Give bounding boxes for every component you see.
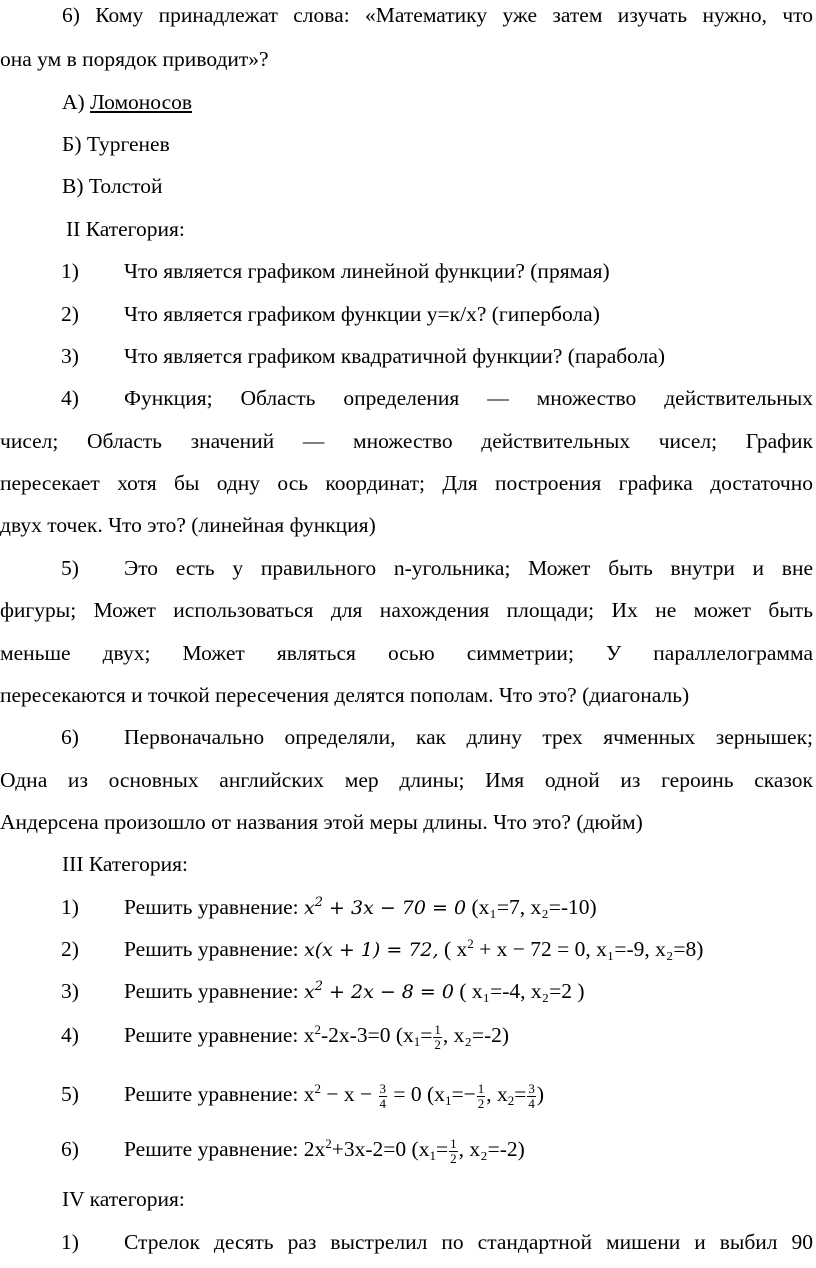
cat2-item-3-text: Что является графиком квадратичной функции? (парабола) bbox=[124, 344, 666, 368]
cat2-heading: II Категория: bbox=[66, 217, 185, 241]
cat3-heading: III Категория: bbox=[62, 852, 188, 876]
cat3-item-2-num: 2) bbox=[61, 937, 79, 961]
cat3-item-2-label: Решить уравнение: bbox=[124, 937, 299, 961]
cat3-item-1-equation: $x^2 + 3x - 70 = 0$ bbox=[304, 895, 467, 919]
cat3-item-3-equation: $x^2 + 2x - 8 = 0$ bbox=[304, 979, 454, 1003]
cat2-item-6-line-2: Одна из основных английских мер длины; Имя одной из героинь сказок bbox=[0, 768, 813, 792]
cat3-item-5-num: 5) bbox=[61, 1082, 79, 1106]
cat3-item-6-equation: $2x^2+3x-2=0$ ($x_1=$ $\frac{1}{2}$ , bbox=[303, 1135, 464, 1166]
cat3-item-4-num: 4) bbox=[61, 1023, 79, 1047]
cat2-item-1-text: Что является графиком линейной функции? (прямая) bbox=[124, 259, 610, 283]
cat2-item-5-line-1: Это есть у правильного n-угольника; Может быть внутри и вне bbox=[124, 556, 813, 580]
cat4-item-1-text: Стрелок десять раз выстрелил по стандартной мишени и выбил 90 bbox=[124, 1230, 813, 1254]
cat2-item-5-line-3: меньше двух; Может являться осью симметрии; У параллелограмма bbox=[0, 641, 813, 665]
cat3-item-6 bbox=[124, 1136, 525, 1166]
q6-option-a bbox=[62, 89, 192, 115]
cat3-item-5-equation: $x^2 - x$ − $\frac{3}{4}$ = 0 ($x_1=-$ $\frac{1}{2}$ , $x_2=$ $\frac{3}{4}$ ) bbox=[303, 1080, 545, 1111]
cat3-item-2 bbox=[124, 936, 703, 963]
cat3-item-5-label: Решите уравнение: bbox=[124, 1082, 299, 1106]
cat3-item-2-rewrite: ( $x^2 + x - 72 = 0$, bbox=[443, 936, 591, 961]
cat2-item-4-line-3: пересекает хотя бы одну ось координат; Для построения графика достаточно bbox=[0, 471, 813, 495]
q6-line-1: 6) Кому принадлежат слова: «Математику уже затем изучать нужно, что bbox=[62, 3, 813, 27]
cat2-item-2-num: 2) bbox=[61, 302, 79, 326]
cat3-item-3-num: 3) bbox=[61, 979, 79, 1003]
cat3-item-1-answer: (x₁=7, x₂=-10) bbox=[471, 895, 597, 919]
cat3-item-1-num: 1) bbox=[61, 895, 79, 919]
q6-option-v: В) Толстой bbox=[62, 174, 163, 198]
cat3-item-3-answer: ( x₁=-4, x₂=2 ) bbox=[459, 979, 585, 1003]
cat3-item-3 bbox=[124, 978, 585, 1005]
q6-option-a-answer: Ломоносов bbox=[90, 90, 193, 114]
cat3-item-4-equation: $x^2-2x-3=0$ ($x_1=$ $\frac{1}{2}$ , bbox=[303, 1021, 449, 1052]
cat3-item-2-answer: x₁=-9, x₂=8) bbox=[596, 937, 704, 961]
cat2-item-4-line-2: чисел; Область значений — множество действительных чисел; График bbox=[0, 429, 813, 453]
cat2-item-2-text: Что является графиком функции y=к/х? (гипербола) bbox=[124, 302, 600, 326]
cat2-item-5-line-4: пересекаются и точкой пересечения делятся пополам. Что это? (диагональ) bbox=[0, 683, 690, 707]
cat2-item-4-line-1: Функция; Область определения — множество действительных bbox=[124, 386, 813, 410]
cat2-item-6-line-1: Первоначально определяли, как длину трех ячменных зернышек; bbox=[124, 725, 813, 749]
cat3-item-4 bbox=[124, 1022, 509, 1052]
cat2-item-4-line-4: двух точек. Что это? (линейная функция) bbox=[0, 513, 376, 537]
cat3-item-1 bbox=[124, 894, 597, 921]
cat3-item-6-num: 6) bbox=[61, 1137, 79, 1161]
cat2-item-1-num: 1) bbox=[61, 259, 79, 283]
q6-line-2: она ум в порядок приводит»? bbox=[0, 47, 269, 71]
cat2-item-6-num: 6) bbox=[61, 725, 79, 749]
cat2-item-6-line-3: Андерсена произошло от названия этой меры длины. Что это? (дюйм) bbox=[0, 810, 643, 834]
cat2-item-5-line-2: фигуры; Может использоваться для нахождения площади; Их не может быть bbox=[0, 598, 813, 622]
cat2-item-5-num: 5) bbox=[61, 556, 79, 580]
cat4-heading: IV категория: bbox=[62, 1187, 185, 1211]
cat3-item-1-label: Решить уравнение: bbox=[124, 895, 299, 919]
q6-option-a-prefix: А) bbox=[62, 90, 85, 114]
cat3-item-4-label: Решите уравнение: bbox=[124, 1023, 299, 1047]
cat3-item-6-label: Решите уравнение: bbox=[124, 1137, 299, 1161]
cat3-item-4-answer: x₂=-2) bbox=[453, 1023, 510, 1047]
cat3-item-5 bbox=[124, 1081, 544, 1111]
cat3-item-3-label: Решить уравнение: bbox=[124, 979, 299, 1003]
q6-option-b: Б) Тургенев bbox=[62, 132, 170, 156]
cat4-item-1-num: 1) bbox=[61, 1230, 79, 1254]
cat2-item-3-num: 3) bbox=[61, 344, 79, 368]
cat2-item-4-num: 4) bbox=[61, 386, 79, 410]
cat3-item-2-equation: x(x + 1) = 72, bbox=[304, 939, 439, 961]
cat3-item-6-answer: x₂=-2) bbox=[469, 1137, 525, 1161]
